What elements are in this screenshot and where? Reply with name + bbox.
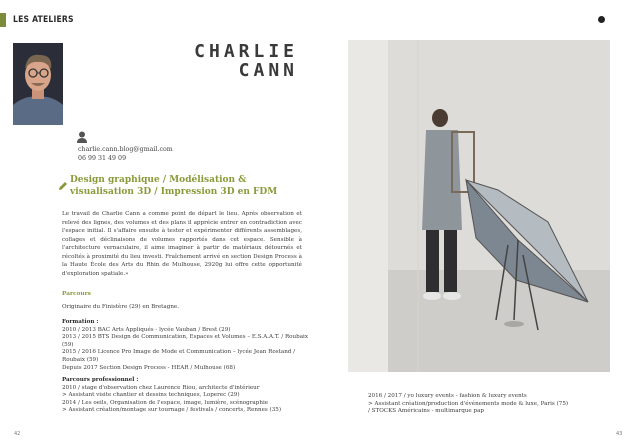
professional-item: 2014 / Les oeils, Organisation de l'espace, image, lumière, scénographie [62, 399, 269, 406]
contact-block [78, 145, 173, 163]
email-text: charlie.cann.blog@gmail.com [78, 146, 173, 153]
page-number-right: 43 [616, 431, 623, 437]
portrait-photo [13, 43, 63, 125]
parcours-label: Parcours [62, 291, 91, 297]
professional-item: > Assistant création/montage sur tournage / festivals / concerts, Rennes (35) [62, 407, 282, 414]
professional-label: Parcours professionnel : [62, 377, 139, 383]
professional-continued [368, 393, 618, 416]
formation-item: Depuis 2017 Section Design Process - HEAR / Mulhouse (68) [62, 364, 236, 371]
origin-text: Originaire du Finistère (29) en Bretagne. [62, 304, 180, 310]
description-paragraph: Le travail de Charlie Cann a comme point de départ le lieu. Après observation et relevé des lignes, des volumes et des plans il apprécie entrer en contradiction avec l'espace initial. Il s'affaire ensuite à tester et expérimenter différents assemblages, collages et déclinaisons de volumes rapportés dans cet espace. Sensible à l'architecture vernaculaire, il aime imaginer à partir de matériaux détournés et récoltés à proximité du lieu investi. Fraîchement arrivé en section Design Process à la Haute École des Arts du Rhin de Mulhouse, 2920g lui offre cette opportunité d'exploration spatiale.» [62, 211, 302, 277]
section-title: LES ATELIERS [13, 15, 74, 25]
phone-text: 06 99 31 49 09 [78, 155, 127, 162]
formation-item: 2010 / 2013 BAC Arts Appliqués - lycée Vauban / Brest (29) [62, 326, 231, 333]
professional-item: > Assistant visite chantier et dessins techniques, Loperec (29) [62, 392, 240, 399]
artist-name [188, 42, 298, 80]
page-number-left: 42 [14, 431, 21, 437]
formation-block [62, 319, 312, 372]
discipline-headline: Design graphique / Modélisation & visualisation 3D / Impression 3D en FDM [70, 175, 278, 197]
professional-item: / STOCKS Américains - multimarque pap [368, 408, 484, 415]
formation-item: 2015 / 2016 Licence Pro Image de Mode et Communication – lycée Jean Rostand / Roubaix (59) [62, 349, 296, 363]
bullet-dot [598, 16, 605, 23]
formation-label: Formation : [62, 319, 99, 325]
name-line-1: CHARLIE [194, 41, 298, 62]
section-marker [0, 13, 6, 27]
professional-item: 2016 / 2017 / yo luxury events - fashion & luxury events [368, 393, 527, 399]
pencil-icon [58, 176, 68, 186]
name-line-2: CANN [238, 60, 298, 81]
person-icon [77, 128, 87, 140]
formation-item: 2013 / 2015 BTS Design de Communication, Espaces et Volumes – E.S.A.A.T. / Roubaix (59) [62, 334, 309, 348]
professional-item: > Assistant création/production d'événements mode & luxe, Paris (75) [368, 400, 569, 407]
artwork-photo [348, 40, 610, 372]
professional-item: 2010 / stage d'observation chez Laurence Riou, architecte d'intérieur [62, 384, 260, 391]
professional-block [62, 377, 312, 415]
